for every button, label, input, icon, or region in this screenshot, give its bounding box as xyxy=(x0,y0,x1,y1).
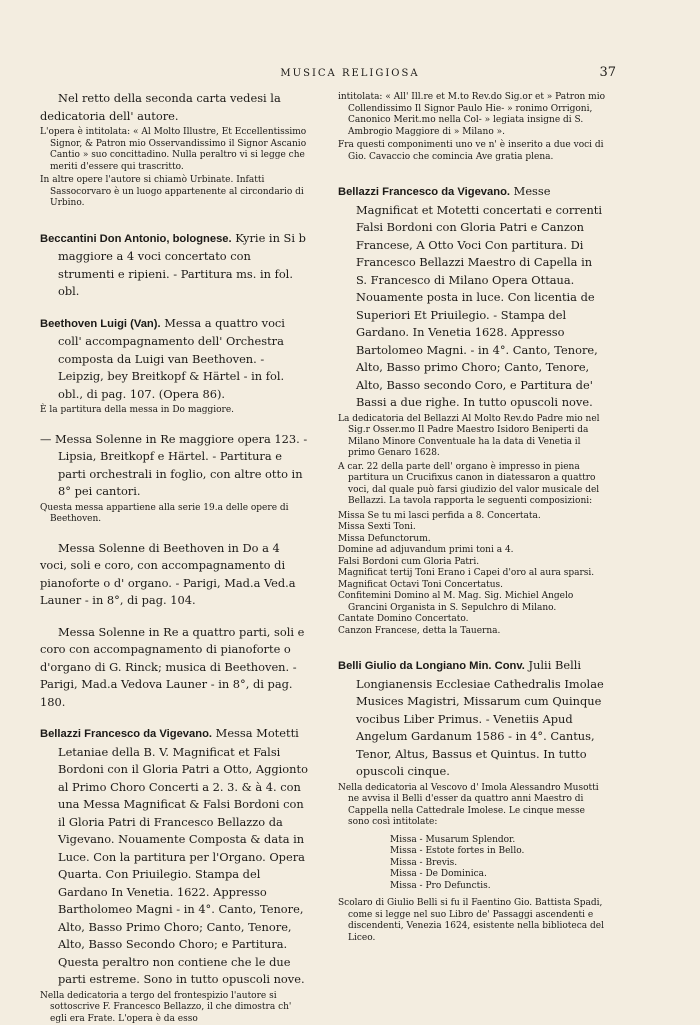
entry-solenne-rinck: Messa Solenne in Re a quattro parti, soli e coro con accompagnamento di pianoforte o d'organo di G. Rinck; musica di Beethoven. - Parigi, Mad.a Vedova Launer - in 8°, di pag. 180. xyxy=(40,624,308,712)
entry-heading: Beccantini Don Antonio, bolognese. xyxy=(40,233,232,245)
entry-bellazzi-1622 xyxy=(40,725,308,989)
continuation-note: Fra questi componimenti uno ve n' è inserito a due voci di Gio. Cavaccio che comincia Ave gratia plena. xyxy=(338,140,606,163)
entry-beccantini xyxy=(40,230,308,301)
entry-heading: Beethoven Luigi (Van). xyxy=(40,318,161,330)
entry-note: Questa messa appartiene alla serie 19.a delle opere di Beethoven. xyxy=(40,503,308,526)
entry-heading: Bellazzi Francesco da Vigevano. xyxy=(338,186,510,198)
list-item: Missa Defunctorum. xyxy=(338,534,606,546)
running-head: MUSICA RELIGIOSA xyxy=(0,68,700,79)
continuation-note: intitolata: « All' Ill.re et M.to Rev.do Sig.or et » Patron mio Collendissimo Il Signor Paulo Hie- » ronimo Orrigoni, Canonico Merit.mo nella Col- » legiata insigne di S. Ambrogio Maggiore di » Milano ». xyxy=(338,92,606,138)
entry-beethoven xyxy=(40,315,308,404)
entry-heading: Bellazzi Francesco da Vigevano. xyxy=(40,728,212,740)
list-item: Canzon Francese, detta la Tauerna. xyxy=(338,626,606,638)
list-item: Missa - Brevis. xyxy=(390,858,606,870)
entry-solenne-re: — Messa Solenne in Re maggiore opera 123. - Lipsia, Breitkopf e Härtel. - Partitura e parti orchestrali in foglio, con altre otto in 8° pei cantori. xyxy=(40,431,308,501)
entry-bellazzi-1628 xyxy=(338,183,606,412)
entry-solenne-do: Messa Solenne di Beethoven in Do a 4 voci, soli e coro, con accompagnamento di pianoforte o d' organo. - Parigi, Mad.a Ved.a Launer - in 8°, di pag. 104. xyxy=(40,540,308,610)
entry-note: È la partitura della messa in Do maggiore. xyxy=(40,405,308,417)
entry-note: A car. 22 della parte dell' organo è impresso in piena partitura un Crucifixus canon in diatessaron a quattro voci, dal quale può farsi giudizio del valor musicale del Bellazzi. La tavola rapporta le seguenti composizioni: xyxy=(338,462,606,508)
continuation-text: Nel retto della seconda carta vedesi la dedicatoria dell' autore. xyxy=(40,90,308,125)
page-number: 37 xyxy=(599,65,616,80)
entry-note: Nella dedicatoria a tergo del frontespizio l'autore si sottoscrive F. Francesco Bellazzo, il che dimostra ch' egli era Frate. L'opera è da esso xyxy=(40,991,308,1025)
continuation-note: In altre opere l'autore si chiamò Urbinate. Infatti Sassocorvaro è un luogo appartenente al circondario di Urbino. xyxy=(40,175,308,210)
right-column xyxy=(338,90,606,944)
list-item: Missa - Estote fortes in Bello. xyxy=(390,846,606,858)
list-item: Magnificat Octavi Toni Concertatus. xyxy=(338,580,606,592)
entry-text: Messe Magnificat et Motetti concertati e correnti Falsi Bordoni con Gloria Patri e Canzon Francese, A Otto Voci Con partitura. Di Francesco Bellazzi Maestro di Capella in S. Francesco di Milano Opera Ottaua. Nouamente posta in luce. Con licentia de Superiori Et Priuilegio. - Stampa del Gardano. In Venetia 1628. Appresso Bartolomeo Magni. - in 4°. Canto, Tenore, Alto, Basso primo Choro; Canto, Tenore, Alto, Basso secondo Coro, e Partitura de' Bassi a due righe. In tutto opuscoli nove. xyxy=(356,184,602,409)
entry-note: Nella dedicatoria al Vescovo d' Imola Alessandro Musotti ne avvisa il Belli d'esser da quattro anni Maestro di Cappella nella Cattedrale Imolese. Le cinque messe sono così intitolate: xyxy=(338,783,606,829)
entry-text: Kyrie in Si b maggiore a 4 voci concertato con strumenti e ripieni. - Partitura ms. in fol. obl. xyxy=(58,231,306,299)
list-item: Confitemini Domino al M. Mag. Sig. Michiel Angelo Grancini Organista in S. Sepulchro di Milano. xyxy=(338,591,606,614)
left-column xyxy=(40,90,308,1025)
entry-heading: Belli Giulio da Longiano Min. Conv. xyxy=(338,660,525,672)
list-item: Missa Sexti Toni. xyxy=(338,522,606,534)
entry-note: Scolaro di Giulio Belli si fu il Faentino Gio. Battista Spadi, come si legge nel suo Libro de' Passaggi ascendenti e discendenti, Venezia 1624, esistente nella biblioteca del Liceo. xyxy=(338,898,606,944)
list-item: Cantate Domino Concertato. xyxy=(338,614,606,626)
list-item: Falsi Bordoni cum Gloria Patri. xyxy=(338,557,606,569)
list-item: Magnificat tertij Toni Erano i Capei d'oro al aura sparsi. xyxy=(338,568,606,580)
entry-note: La dedicatoria del Bellazzi Al Molto Rev.do Padre mio nel Sig.r Osser.mo Il Padre Maestro Isidoro Beniperti da Milano Minore Conventuale ha la data di Venetia il primo Genaro 1628. xyxy=(338,414,606,460)
list-item: Missa - De Dominica. xyxy=(390,869,606,881)
entry-text: Messa Motetti Letaniae della B. V. Magnificat et Falsi Bordoni con il Gloria Patri a Otto, Aggionto al Primo Choro Concerti a 2. 3. & à 4. con una Messa Magnificat & Falsi Bordoni con il Gloria Patri di Francesco Bellazzo da Vigevano. Nouamente Composta & data in Luce. Con la partitura per l'Organo. Opera Quarta. Con Priuilegio. Stampa del Gardano In Venetia. 1622. Appresso Bartholomeo Magni - in 4°. Canto, Tenore, Alto, Basso Primo Choro; Canto, Tenore, Alto, Basso Secondo Choro; e Partitura. Questa peraltro non contiene che le due parti estreme. Sono in tutto opuscoli nove. xyxy=(58,726,308,986)
list-item: Missa - Pro Defunctis. xyxy=(390,881,606,893)
list-item: Missa Se tu mi lasci perfida a 8. Concertata. xyxy=(338,511,606,523)
continuation-note: L'opera è intitolata: « Al Molto Illustre, Et Eccellentissimo Signor, & Patron mio Osservandissimo il Signor Ascanio Cantio » suo concittadino. Nulla peraltro vi si legge che meriti d'essere qui trascritto. xyxy=(40,127,308,173)
entry-belli xyxy=(338,657,606,781)
compositions-list xyxy=(338,511,606,638)
entry-text: Messa a quattro voci coll' accompagnamento dell' Orchestra composta da Luigi van Beethoven. - Leipzig, bey Breitkopf & Härtel - in fol. obl., di pag. 107. (Opera 86). xyxy=(58,316,285,401)
list-item: Domine ad adjuvandum primi toni a 4. xyxy=(338,545,606,557)
entry-text: Julii Belli Longianensis Ecclesiae Cathedralis Imolae Musices Magistri, Missarum cum Quinque vocibus Liber Primus. - Venetiis Apud Angelum Gardanum 1586 - in 4°. Cantus, Tenor, Altus, Bassus et Quintus. In tutto opuscoli cinque. xyxy=(356,658,604,778)
masses-list xyxy=(390,835,606,893)
list-item: Missa - Musarum Splendor. xyxy=(390,835,606,847)
page-header xyxy=(0,68,700,84)
